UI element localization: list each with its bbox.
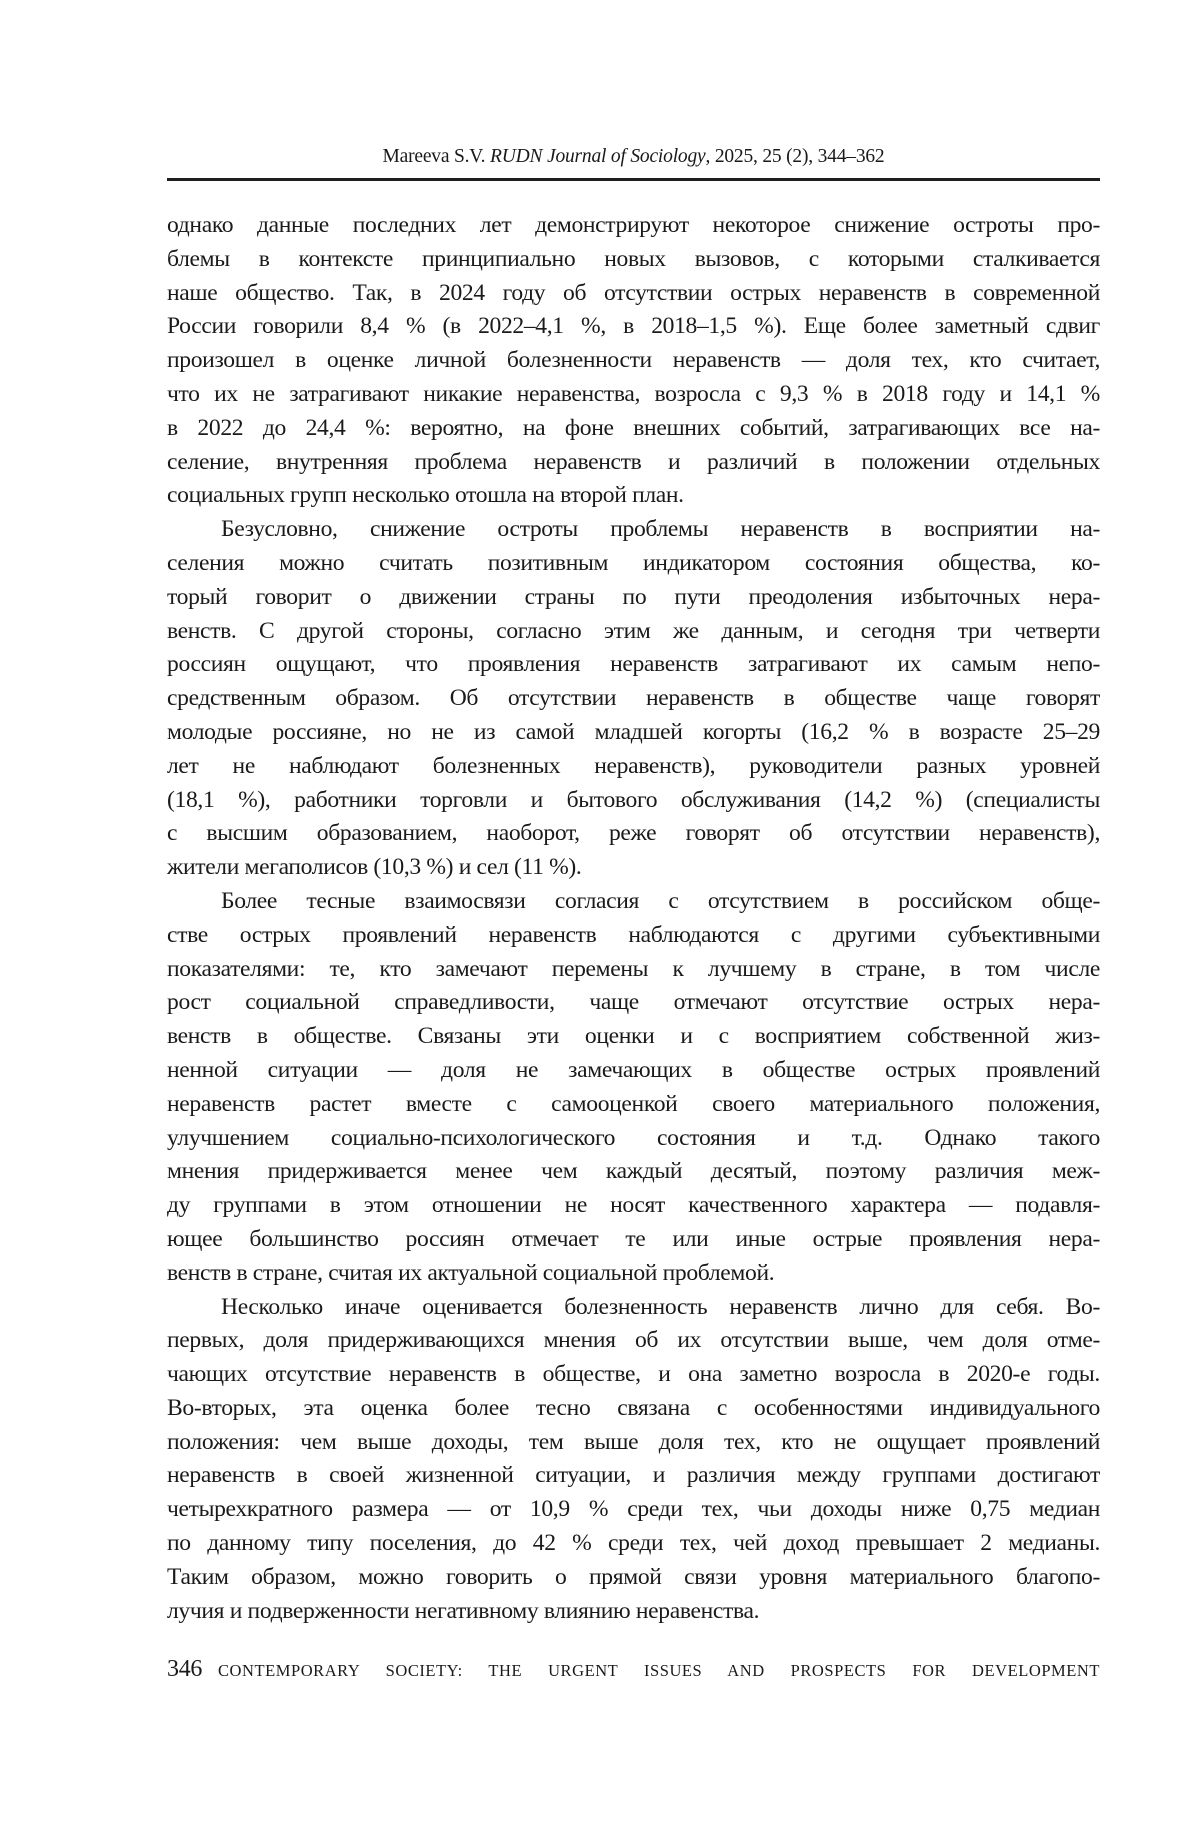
text-line: молодые россияне, но не из самой младшей когорты (16,2 % в возрасте 25–29 — [167, 718, 1100, 745]
article-body — [167, 209, 1100, 1628]
text-line: венств в обществе. Связаны эти оценки и с восприятием собственной жиз- — [167, 1023, 1100, 1050]
text-line: селение, внутренняя проблема неравенств и различий в положении отдельных — [167, 448, 1100, 475]
text-line: Безусловно, снижение остроты проблемы неравенств в восприятии на- — [221, 516, 1100, 543]
text-line: россиян ощущают, что проявления неравенств затрагивают их самым непо- — [167, 651, 1100, 678]
text-line: Несколько иначе оценивается болезненность неравенств лично для себя. Во- — [221, 1293, 1100, 1320]
text-line: мнения придерживается менее чем каждый десятый, поэтому различия меж- — [167, 1158, 1100, 1185]
text-line: Во-вторых, эта оценка более тесно связана с особенностями индивидуального — [167, 1394, 1100, 1421]
text-line: торый говорит о движении страны по пути преодоления избыточных нера- — [167, 583, 1100, 610]
text-line: (18,1 %), работники торговли и бытового обслуживания (14,2 %) (специалисты — [167, 786, 1100, 813]
text-line: неравенств в своей жизненной ситуации, и различия между группами достигают — [167, 1462, 1100, 1489]
text-line: России говорили 8,4 % (в 2022–4,1 %, в 2018–1,5 %). Еще более заметный сдвиг — [167, 313, 1100, 340]
paragraph — [167, 885, 1100, 1291]
paragraph — [167, 209, 1100, 513]
text-line: селения можно считать позитивным индикатором состояния общества, ко- — [167, 549, 1100, 576]
text-line: венств. С другой стороны, согласно этим же данным, и сегодня три четверти — [167, 617, 1100, 644]
text-line: стве острых проявлений неравенств наблюдаются с другими субъективными — [167, 921, 1100, 948]
text-line: ющее большинство россиян отмечает те или иные острые проявления нера- — [167, 1225, 1100, 1252]
running-head — [167, 143, 1100, 171]
page-number: 346 — [167, 1656, 203, 1682]
text-line: Более тесные взаимосвязи согласия с отсутствием в российском обще- — [221, 887, 1100, 914]
text-line: с высшим образованием, наоборот, реже говорят об отсутствии неравенств), — [167, 820, 1100, 847]
running-head-citation: , 2025, 25 (2), 344–362 — [705, 146, 885, 167]
running-head-journal: RUDN Journal of Sociology — [490, 146, 706, 167]
text-line: лучия и подверженности негативному влиянию неравенства. — [167, 1597, 760, 1624]
text-line: Таким образом, можно говорить о прямой связи уровня материального благопо- — [167, 1563, 1100, 1590]
text-line: наше общество. Так, в 2024 году об отсутствии острых неравенств в современной — [167, 279, 1100, 306]
text-line: в 2022 до 24,4 %: вероятно, на фоне внешних событий, затрагивающих все на- — [167, 414, 1100, 441]
header-rule — [167, 178, 1100, 181]
text-line: блемы в контексте принципиально новых вызовов, с которыми сталкивается — [167, 245, 1100, 272]
text-line: что их не затрагивают никакие неравенства, возросла с 9,3 % в 2018 году и 14,1 % — [167, 380, 1100, 407]
text-line: по данному типу поселения, до 42 % среди тех, чей доход превышает 2 медианы. — [167, 1530, 1100, 1557]
text-line: ненной ситуации — доля не замечающих в обществе острых проявлений — [167, 1056, 1100, 1083]
text-line: рост социальной справедливости, чаще отмечают отсутствие острых нера- — [167, 989, 1100, 1016]
text-line: улучшением социально-психологического состояния и т.д. Однако такого — [167, 1124, 1100, 1151]
text-line: лет не наблюдают болезненных неравенств), руководители разных уровней — [167, 752, 1100, 779]
text-line: первых, доля придерживающихся мнения об их отсутствии выше, чем доля отме- — [167, 1327, 1100, 1354]
text-line: показателями: те, кто замечают перемены к лучшему в стране, в том числе — [167, 955, 1100, 982]
text-line: чающих отсутствие неравенств в обществе, и она заметно возросла в 2020-е годы. — [167, 1361, 1100, 1388]
text-line: средственным образом. Об отсутствии неравенств в обществе чаще говорят — [167, 685, 1100, 712]
text-line: жители мегаполисов (10,3 %) и сел (11 %). — [167, 854, 582, 881]
running-head-author: Mareeva S.V. — [382, 146, 486, 167]
text-line: произошел в оценке личной болезненности неравенств — доля тех, кто считает, — [167, 347, 1100, 374]
paragraph — [167, 1291, 1100, 1629]
page-footer — [167, 1656, 1100, 1683]
text-line: однако данные последних лет демонстрируют некоторое снижение остроты про- — [167, 212, 1100, 238]
text-line: ду группами в этом отношении не носят качественного характера — подавля- — [167, 1192, 1100, 1219]
section-title: CONTEMPORARY SOCIETY: THE URGENT ISSUES AND PROSPECTS FOR DEVELOPMENT — [218, 1661, 1100, 1680]
text-line: социальных групп несколько отошла на второй план. — [167, 482, 684, 509]
text-line: неравенств растет вместе с самооценкой своего материального положения, — [167, 1090, 1100, 1117]
text-line: четырехкратного размера — от 10,9 % среди тех, чьи доходы ниже 0,75 медиан — [167, 1496, 1100, 1523]
paragraph — [167, 513, 1100, 885]
text-line: венств в стране, считая их актуальной социальной проблемой. — [167, 1259, 775, 1286]
text-line: положения: чем выше доходы, тем выше доля тех, кто не ощущает проявлений — [167, 1428, 1100, 1455]
